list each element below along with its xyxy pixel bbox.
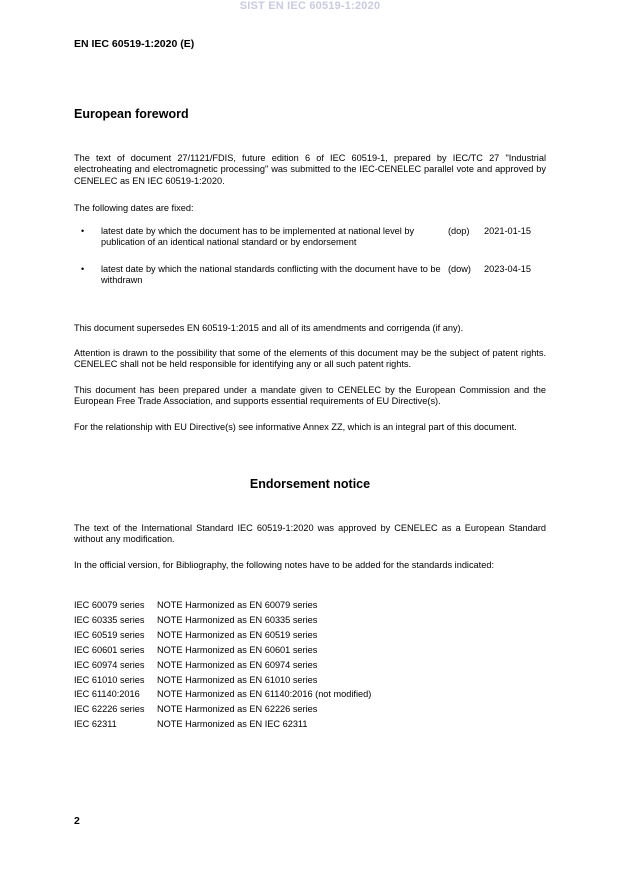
dow-date: 2023-04-15 — [484, 264, 531, 274]
note-row — [74, 673, 371, 688]
note-text: NOTE Harmonized as EN 61140:2016 (not modified) — [157, 689, 372, 700]
note-row — [74, 702, 371, 717]
note-standard: IEC 60974 series — [74, 659, 145, 670]
note-row — [74, 658, 371, 673]
endorsement-approval: The text of the International Standard IEC 60519-1:2020 was approved by CENELEC as a European Standard without any modification. — [74, 523, 546, 545]
note-standard: IEC 61010 series — [74, 674, 145, 685]
note-standard: IEC 62311 — [74, 719, 117, 730]
note-standard: IEC 61140:2016 — [74, 689, 140, 700]
note-standard: IEC 60079 series — [74, 600, 145, 610]
dow-description: latest date by which the national standards conflicting with the document have to be withdrawn — [101, 264, 441, 286]
note-row — [74, 643, 371, 658]
page-number: 2 — [74, 815, 80, 827]
note-row — [74, 628, 371, 643]
mandate-paragraph: This document has been prepared under a mandate given to CENELEC by the European Commission and the European Free Trade Association, and supports essential requirements of EU Directive(s). — [74, 385, 546, 407]
note-text: NOTE Harmonized as EN IEC 62311 — [157, 719, 308, 730]
note-text: NOTE Harmonized as EN 60335 series — [157, 614, 318, 625]
dates-intro: The following dates are fixed: — [74, 203, 194, 213]
official-version-paragraph: In the official version, for Bibliography, the following notes have to be added for the standards indicated: — [74, 560, 494, 570]
endorsement-title: Endorsement notice — [249, 477, 371, 491]
supersedes-paragraph: This document supersedes EN 60519-1:2015 and all of its amendments and corrigenda (if any). — [74, 323, 464, 333]
foreword-intro: The text of document 27/1121/FDIS, future edition 6 of IEC 60519-1, prepared by IEC/TC 27 "Industrial electroheating and electromagnetic processing" was submitted to the IEC-CENELEC parallel vote and approved by CENELEC as EN IEC 60519-1:2020. — [74, 153, 546, 186]
note-row — [74, 598, 371, 613]
note-text: NOTE Harmonized as EN 60519 series — [157, 629, 318, 640]
note-text: NOTE Harmonized as EN 60601 series — [157, 644, 318, 655]
foreword-title: European foreword — [74, 107, 189, 121]
note-standard: IEC 60601 series — [74, 644, 145, 655]
note-text: NOTE Harmonized as EN 61010 series — [157, 674, 318, 685]
note-standard: IEC 60335 series — [74, 614, 145, 625]
note-standard: IEC 60519 series — [74, 629, 145, 640]
bullet-dot: • — [81, 264, 85, 274]
note-row — [74, 687, 371, 702]
document-id: EN IEC 60519-1:2020 (E) — [74, 38, 195, 50]
note-text: NOTE Harmonized as EN 60974 series — [157, 659, 318, 670]
bibliography-notes — [74, 598, 371, 732]
dow-code: (dow) — [448, 264, 471, 274]
note-standard: IEC 62226 series — [74, 704, 145, 715]
attention-paragraph: Attention is drawn to the possibility that some of the elements of this document may be the subject of patent rights. CENELEC shall not be held responsible for identifying any or all such patent rights. — [74, 348, 546, 370]
bullet-dot: • — [81, 226, 85, 236]
note-row — [74, 613, 371, 628]
note-row — [74, 717, 371, 732]
dop-code: (dop) — [448, 226, 470, 236]
note-text: NOTE Harmonized as EN 60079 series — [157, 600, 318, 610]
watermark: SIST EN IEC 60519-1:2020 — [239, 0, 381, 12]
dop-date: 2021-01-15 — [484, 226, 531, 236]
dop-description: latest date by which the document has to be implemented at national level by publication of an identical national standard or by endorsement — [101, 226, 415, 248]
relationship-paragraph: For the relationship with EU Directive(s) see informative Annex ZZ, which is an integral part of this document. — [74, 422, 517, 432]
note-text: NOTE Harmonized as EN 62226 series — [157, 704, 318, 715]
